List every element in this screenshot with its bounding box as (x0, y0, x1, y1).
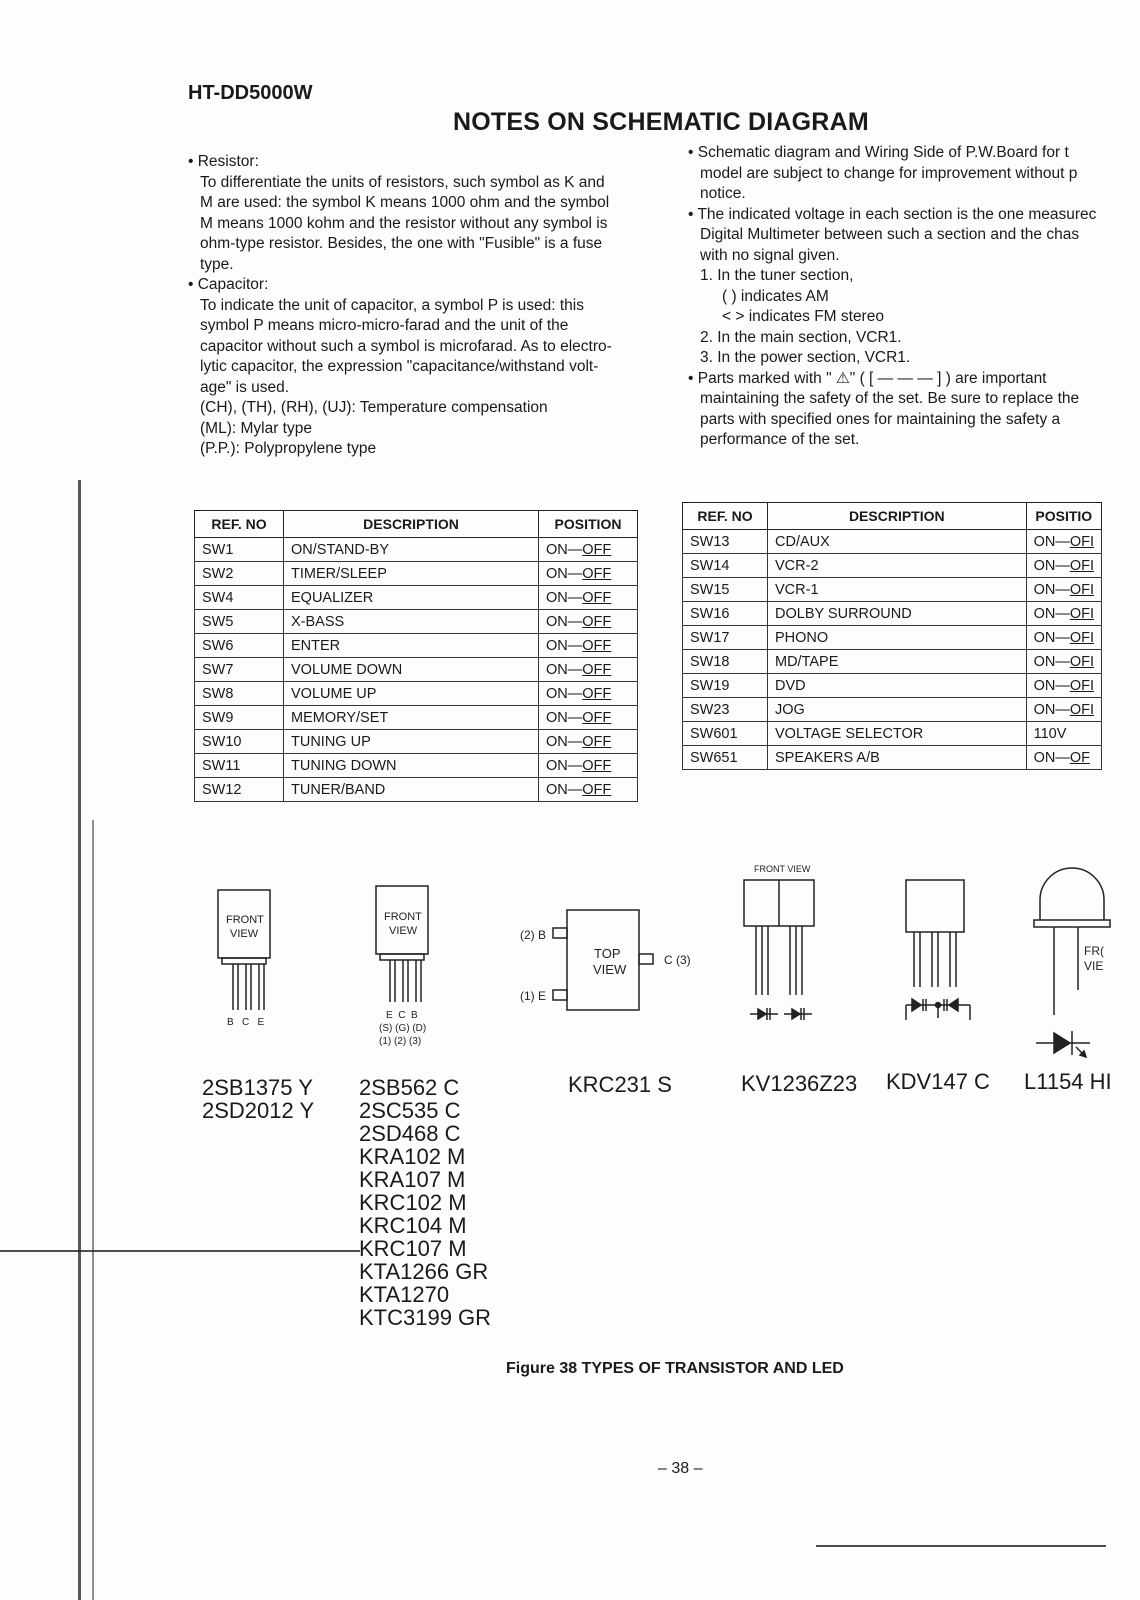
capacitor-heading: • Capacitor: (188, 276, 269, 293)
notes-left (188, 152, 648, 460)
note-line: 2. In the main section, VCR1. (700, 328, 902, 346)
part-number: KRA102 M (359, 1144, 466, 1169)
position-cell (1026, 698, 1101, 722)
col-position: POSITION (539, 511, 638, 538)
table-row (195, 682, 638, 706)
note-line: • Parts marked with " ⚠" ( [ — — — ] ) are important (688, 369, 1047, 387)
package-2sb1375 (218, 890, 270, 1028)
view-label-cut: VIE (1084, 959, 1104, 973)
package-kv1236z23 (744, 864, 814, 1020)
position-off: OFF (582, 661, 612, 678)
description-cell: DVD (768, 674, 1027, 698)
position-cell (539, 754, 638, 778)
package-l1154 (1034, 868, 1110, 1057)
scan-horizontal-line (0, 1250, 360, 1252)
ref-no-cell: SW11 (195, 754, 284, 778)
position-cell (539, 610, 638, 634)
note-line: (P.P.): Polypropylene type (200, 440, 377, 457)
position-on: ON— (546, 733, 583, 750)
part-group-2 (359, 1076, 491, 1329)
position-off: OFI (1069, 629, 1094, 646)
table-row (195, 658, 638, 682)
table-row (195, 538, 638, 562)
page-number: – 38 – (658, 1460, 703, 1477)
note-line: 3. In the power section, VCR1. (700, 349, 911, 366)
position-on: ON— (546, 637, 583, 654)
table-row (195, 754, 638, 778)
position-on: ON— (546, 709, 583, 726)
position-cell (539, 658, 638, 682)
description-cell: VOLUME DOWN (284, 658, 539, 682)
description-cell: ENTER (284, 634, 539, 658)
position-cell (539, 706, 638, 730)
description-cell: MEMORY/SET (284, 706, 539, 730)
position-off: OF (1069, 749, 1090, 766)
part-number: KRA107 M (359, 1167, 466, 1192)
position-on: ON— (1033, 677, 1070, 694)
note-line: notice. (700, 185, 746, 202)
table-row (683, 650, 1102, 674)
description-cell: ON/STAND-BY (284, 538, 539, 562)
notes-right (688, 143, 1138, 451)
description-cell: TIMER/SLEEP (284, 562, 539, 586)
col-ref: REF. NO (683, 503, 768, 530)
note-line: parts with specified ones for maintaining the safety a (700, 410, 1061, 428)
ref-no-cell: SW12 (195, 778, 284, 802)
table-row (195, 610, 638, 634)
pin-e-label: (1) E (520, 989, 547, 1003)
position-off: OFF (582, 565, 612, 582)
position-cell (1026, 530, 1101, 554)
note-line: • The indicated voltage in each section is the one measurec (688, 205, 1097, 223)
pin-labels: B C E (227, 1017, 265, 1028)
page-title: NOTES ON SCHEMATIC DIAGRAM (453, 108, 869, 136)
table-row (683, 554, 1102, 578)
description-cell: X-BASS (284, 610, 539, 634)
position-on: ON— (1033, 581, 1070, 598)
ref-no-cell: SW7 (195, 658, 284, 682)
position-cell (1026, 746, 1101, 770)
note-line: M are used: the symbol K means 1000 ohm and the symbol (200, 194, 610, 211)
position-off: OFI (1069, 653, 1094, 670)
part-number: 2SD2012 Y (202, 1098, 315, 1123)
ref-no-cell: SW23 (683, 698, 768, 722)
table-row (683, 722, 1102, 746)
model-number: HT-DD5000W (188, 82, 313, 104)
description-cell: SPEAKERS A/B (768, 746, 1027, 770)
position-cell (1026, 650, 1101, 674)
ref-no-cell: SW651 (683, 746, 768, 770)
table-row (683, 602, 1102, 626)
transistor-package-diagram (0, 850, 1140, 1080)
figure-caption: Figure 38 TYPES OF TRANSISTOR AND LED (506, 1360, 844, 1377)
table-row (683, 530, 1102, 554)
ref-no-cell: SW2 (195, 562, 284, 586)
description-cell: VOLTAGE SELECTOR (768, 722, 1027, 746)
position-off: OFI (1069, 677, 1094, 694)
position-on: ON— (546, 589, 583, 606)
col-ref: REF. NO (195, 511, 284, 538)
top-label: TOP (594, 946, 621, 961)
position-cell (539, 682, 638, 706)
switch-table-right (682, 502, 1102, 770)
position-on: ON— (546, 781, 583, 798)
position-off: OFF (582, 637, 612, 654)
part-number: 2SD468 C (359, 1121, 461, 1146)
part-number: KTA1266 GR (359, 1259, 489, 1284)
part-number: KRC107 M (359, 1236, 467, 1261)
pin-labels: E C B (386, 1010, 418, 1021)
part-number-l1154: L1154 HI (1024, 1069, 1112, 1094)
table-row (195, 586, 638, 610)
ref-no-cell: SW10 (195, 730, 284, 754)
position-cell (539, 562, 638, 586)
description-cell: EQUALIZER (284, 586, 539, 610)
position-off: OFF (582, 589, 612, 606)
note-line: Digital Multimeter between such a section and the chas (700, 226, 1080, 243)
position-on: ON— (546, 661, 583, 678)
ref-no-cell: SW601 (683, 722, 768, 746)
position-cell (539, 778, 638, 802)
position-on: ON— (1033, 653, 1070, 670)
position-on: ON— (1033, 749, 1070, 766)
note-line: (CH), (TH), (RH), (UJ): Temperature compensation (200, 399, 548, 416)
front-label-cut: FR( (1084, 944, 1104, 958)
table-row (683, 674, 1102, 698)
part-group-1 (202, 1076, 314, 1122)
position-cell (539, 730, 638, 754)
position-off: OFF (582, 613, 612, 630)
position-cell (1026, 722, 1101, 746)
package-kdv147 (906, 880, 970, 1020)
note-line: < > indicates FM stereo (722, 308, 884, 325)
ref-no-cell: SW19 (683, 674, 768, 698)
pin-c-label: C (3) (664, 953, 691, 967)
position-cell (539, 634, 638, 658)
note-line: To indicate the unit of capacitor, a symbol P is used: this (200, 296, 584, 314)
position-on: ON— (546, 685, 583, 702)
position-off: OFF (582, 733, 612, 750)
description-cell: JOG (768, 698, 1027, 722)
ref-no-cell: SW14 (683, 554, 768, 578)
scan-bottom-line (816, 1545, 1106, 1547)
pin-numbers: (1) (2) (3) (379, 1036, 422, 1047)
description-cell: PHONO (768, 626, 1027, 650)
col-description: DESCRIPTION (768, 503, 1027, 530)
note-line: ( ) indicates AM (722, 287, 829, 305)
position-on: 110V (1033, 725, 1067, 742)
col-position: POSITIO (1026, 503, 1101, 530)
note-line: capacitor without such a symbol is microfarad. As to electro- (200, 337, 612, 355)
view-label: VIEW (593, 962, 627, 977)
description-cell: CD/AUX (768, 530, 1027, 554)
position-on: ON— (1033, 557, 1070, 574)
position-off: OFI (1069, 533, 1094, 550)
note-line: performance of the set. (700, 431, 860, 448)
ref-no-cell: SW13 (683, 530, 768, 554)
note-line: with no signal given. (700, 246, 840, 264)
table-row (195, 634, 638, 658)
position-off: OFF (582, 685, 612, 702)
description-cell: TUNER/BAND (284, 778, 539, 802)
position-cell (539, 586, 638, 610)
note-line: lytic capacitor, the expression "capacitance/withstand volt- (200, 358, 599, 375)
pin-labels-fet: (S) (G) (D) (379, 1023, 427, 1034)
table-row (195, 706, 638, 730)
table-header-row (683, 503, 1102, 530)
front-view-label: FRONT VIEW (754, 864, 811, 874)
position-cell (1026, 578, 1101, 602)
description-cell: TUNING DOWN (284, 754, 539, 778)
position-cell (1026, 602, 1101, 626)
position-cell (1026, 554, 1101, 578)
note-line: maintaining the safety of the set. Be sure to replace the (700, 390, 1080, 407)
part-number: KRC102 M (359, 1190, 467, 1215)
table-row (195, 778, 638, 802)
part-number: KRC104 M (359, 1213, 467, 1238)
resistor-heading: • Resistor: (188, 153, 259, 170)
note-line: symbol P means micro-micro-farad and the unit of the (200, 317, 569, 334)
ref-no-cell: SW1 (195, 538, 284, 562)
note-line: 1. In the tuner section, (700, 267, 854, 284)
ref-no-cell: SW4 (195, 586, 284, 610)
part-number: 2SB1375 Y (202, 1075, 313, 1100)
switch-table-left (194, 510, 638, 802)
col-description: DESCRIPTION (284, 511, 539, 538)
front-label: FRONT (384, 911, 422, 923)
position-off: OFI (1069, 701, 1094, 718)
description-cell: VOLUME UP (284, 682, 539, 706)
note-line: To differentiate the units of resistors, such symbol as K and (200, 173, 605, 191)
description-cell: VCR-2 (768, 554, 1027, 578)
position-off: OFF (582, 781, 612, 798)
description-cell: VCR-1 (768, 578, 1027, 602)
view-label: VIEW (389, 925, 418, 937)
note-line: (ML): Mylar type (200, 419, 312, 437)
note-line: • Schematic diagram and Wiring Side of P.W.Board for t (688, 144, 1069, 161)
position-on: ON— (546, 613, 583, 630)
table-header-row (195, 511, 638, 538)
note-line: M means 1000 kohm and the resistor without any symbol is (200, 214, 608, 232)
note-line: type. (200, 255, 234, 273)
position-off: OFF (582, 757, 612, 774)
position-cell (1026, 626, 1101, 650)
table-row (683, 578, 1102, 602)
position-off: OFI (1069, 605, 1094, 622)
ref-no-cell: SW18 (683, 650, 768, 674)
position-off: OFF (582, 709, 612, 726)
position-on: ON— (1033, 605, 1070, 622)
position-on: ON— (546, 541, 583, 558)
position-on: ON— (1033, 701, 1070, 718)
pin-b-label: (2) B (520, 928, 547, 942)
led-diode-icon (1036, 1031, 1090, 1057)
ref-no-cell: SW8 (195, 682, 284, 706)
position-on: ON— (546, 757, 583, 774)
table-row (195, 562, 638, 586)
ref-no-cell: SW16 (683, 602, 768, 626)
note-line: age" is used. (200, 378, 290, 396)
part-number: KTA1270 (359, 1282, 450, 1307)
position-on: ON— (1033, 533, 1070, 550)
part-number: 2SB562 C (359, 1075, 460, 1100)
part-number-krc231: KRC231 S (568, 1072, 672, 1097)
position-cell (1026, 674, 1101, 698)
part-number-kdv147: KDV147 C (886, 1069, 990, 1094)
ref-no-cell: SW6 (195, 634, 284, 658)
table-row (683, 626, 1102, 650)
package-krc231 (520, 910, 691, 1010)
part-number: KTC3199 GR (359, 1305, 492, 1330)
varactor-diode-icon (750, 1008, 812, 1020)
table-row (683, 698, 1102, 722)
position-off: OFF (582, 541, 612, 558)
table-row (195, 730, 638, 754)
part-number-kv1236: KV1236Z23 (741, 1071, 858, 1096)
table-row (683, 746, 1102, 770)
front-label: FRONT (226, 914, 264, 926)
position-cell (539, 538, 638, 562)
description-cell: TUNING UP (284, 730, 539, 754)
package-2sb562 (376, 886, 428, 1047)
description-cell: DOLBY SURROUND (768, 602, 1027, 626)
ref-no-cell: SW9 (195, 706, 284, 730)
note-line: model are subject to change for improvement without p (700, 164, 1078, 182)
ref-no-cell: SW5 (195, 610, 284, 634)
note-line: ohm-type resistor. Besides, the one with "Fusible" is a fuse (200, 235, 603, 252)
position-off: OFI (1069, 581, 1094, 598)
ref-no-cell: SW17 (683, 626, 768, 650)
view-label: VIEW (230, 928, 259, 940)
ref-no-cell: SW15 (683, 578, 768, 602)
position-on: ON— (546, 565, 583, 582)
part-number: 2SC535 C (359, 1098, 461, 1123)
description-cell: MD/TAPE (768, 650, 1027, 674)
dual-varactor-icon (906, 999, 970, 1020)
position-on: ON— (1033, 629, 1070, 646)
position-off: OFI (1069, 557, 1094, 574)
